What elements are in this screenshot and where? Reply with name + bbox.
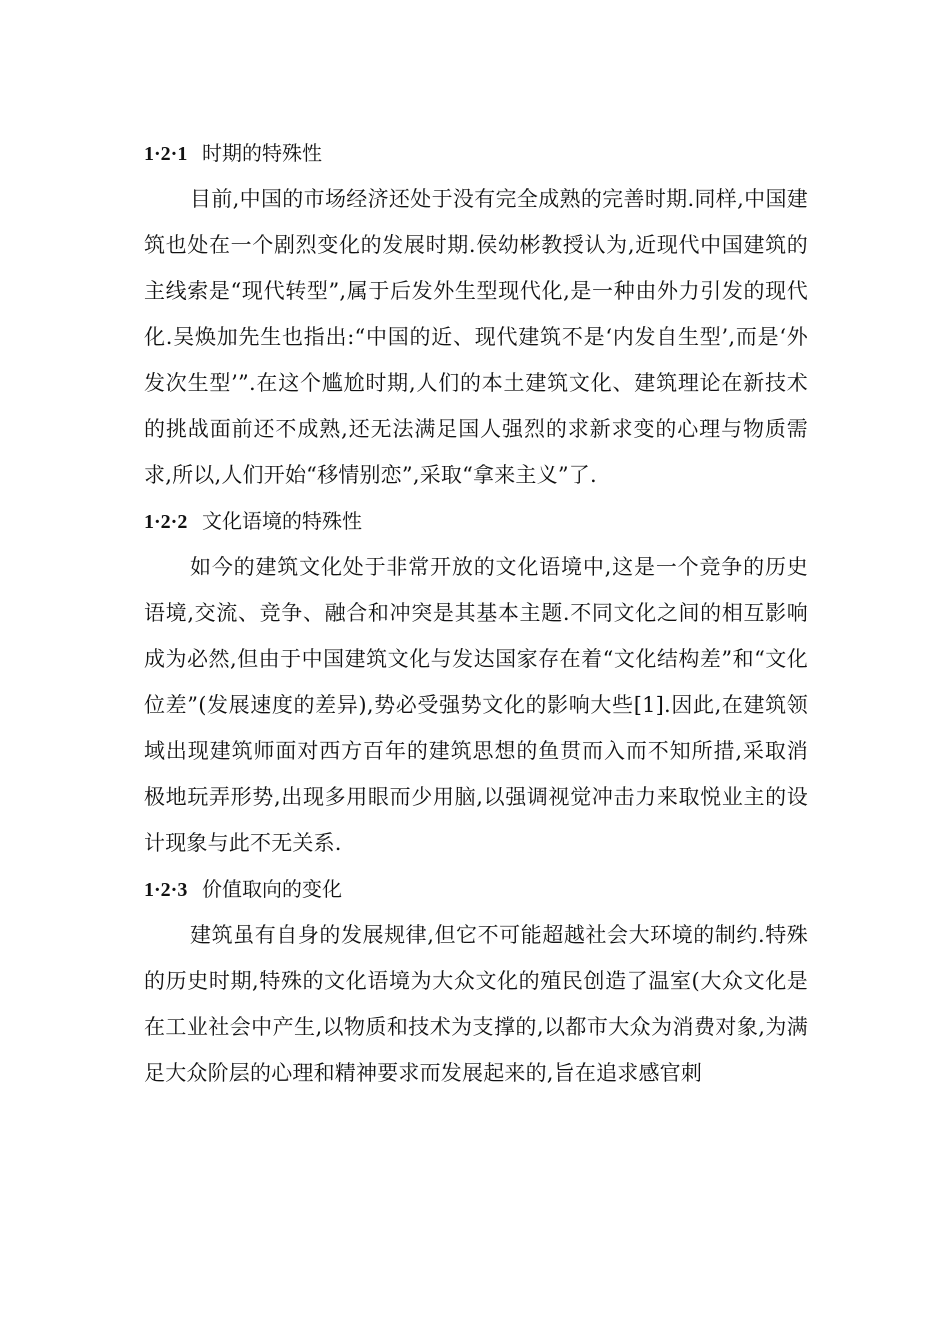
section-title: 价值取向的变化 (202, 877, 342, 901)
section-title: 文化语境的特殊性 (202, 509, 362, 533)
section-number: 1·2·2 (144, 511, 188, 533)
section-heading (144, 498, 808, 544)
section-1-2-2 (144, 498, 808, 866)
section-paragraph: 建筑虽有自身的发展规律,但它不可能超越社会大环境的制约.特殊的历史时期,特殊的文化语境为大众文化的殖民创造了温室(大众文化是在工业社会中产生,以物质和技术为支撑的,以都市大众为消费对象,为满足大众阶层的心理和精神要求而发展起来的,旨在追求感官刺 (144, 923, 808, 1085)
section-1-2-1 (144, 130, 808, 498)
section-paragraph: 目前,中国的市场经济还处于没有完全成熟的完善时期.同样,中国建筑也处在一个剧烈变化的发展时期.侯幼彬教授认为,近现代中国建筑的主线索是“现代转型”,属于后发外生型现代化,是一种由外力引发的现代化.吴焕加先生也指出:“中国的近、现代建筑不是‘内发自生型’,而是‘外发次生型’”.在这个尴尬时期,人们的本土建筑文化、建筑理论在新技术的挑战面前还不成熟,还无法满足国人强烈的求新求变的心理与物质需求,所以,人们开始“移情别恋”,采取“拿来主义”了. (144, 187, 808, 487)
section-number: 1·2·3 (144, 879, 188, 901)
section-title: 时期的特殊性 (202, 141, 322, 165)
section-heading (144, 130, 808, 176)
section-heading (144, 866, 808, 912)
document-body (144, 130, 808, 1096)
section-number: 1·2·1 (144, 143, 188, 165)
section-1-2-3 (144, 866, 808, 1096)
section-paragraph: 如今的建筑文化处于非常开放的文化语境中,这是一个竞争的历史语境,交流、竞争、融合和冲突是其基本主题.不同文化之间的相互影响成为必然,但由于中国建筑文化与发达国家存在着“文化结构差”和“文化位差”(发展速度的差异),势必受强势文化的影响大些[1].因此,在建筑领域出现建筑师面对西方百年的建筑思想的鱼贯而入而不知所措,采取消极地玩弄形势,出现多用眼而少用脑,以强调视觉冲击力来取悦业主的设计现象与此不无关系. (144, 555, 808, 855)
